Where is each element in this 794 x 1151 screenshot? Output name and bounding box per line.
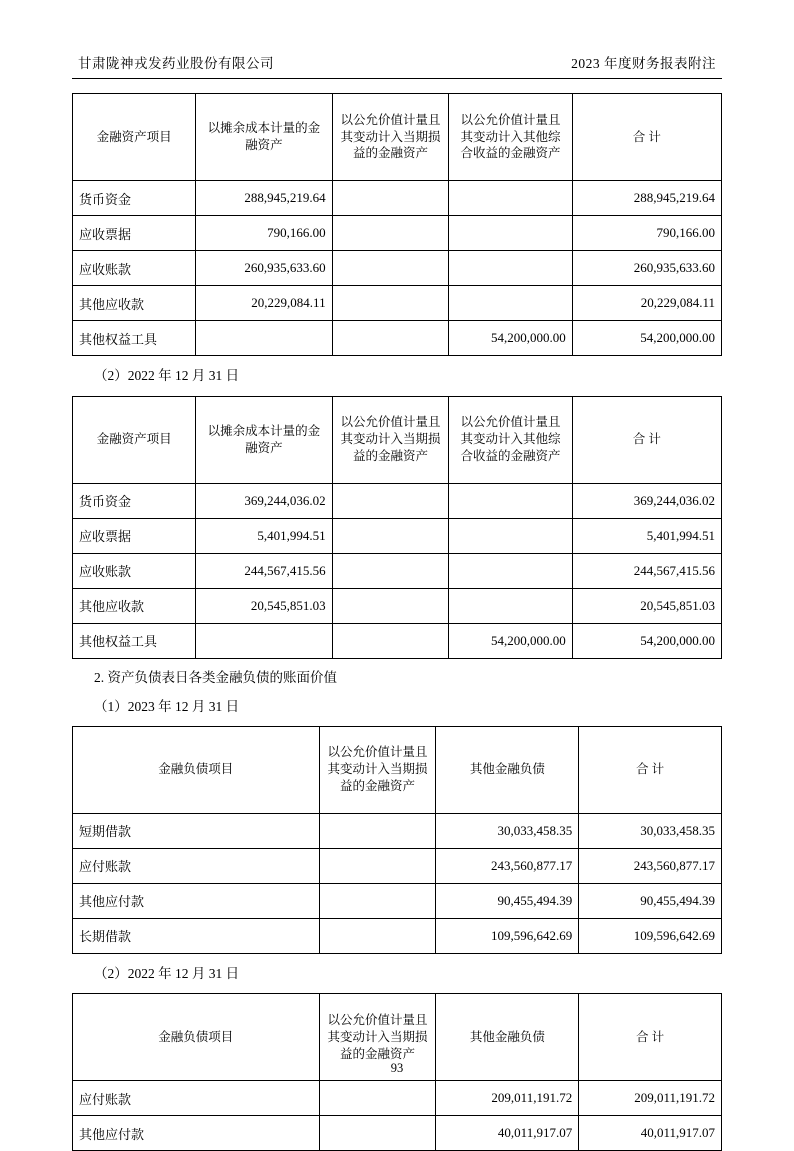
table-row [73,286,722,321]
header-cell-fvtpl: 以公允价值计量且其变动计入当期损益的金融资产 [332,94,449,181]
cell-fvtpl [319,813,436,848]
table-row [73,1116,722,1151]
cell-total: 40,011,917.07 [579,1116,722,1151]
cell-fvtpl [319,883,436,918]
cell-amortized-cost: 369,244,036.02 [196,483,332,518]
cell-fvoci [449,216,572,251]
cell-amortized-cost: 20,229,084.11 [196,286,332,321]
table-row [73,553,722,588]
header-cell-fvtpl: 以公允价值计量且其变动计入当期损益的金融资产 [319,726,436,813]
cell-item: 长期借款 [73,918,320,953]
header-cell-amortized-cost: 以摊余成本计量的金融资产 [196,396,332,483]
cell-total: 209,011,191.72 [579,1081,722,1116]
cell-fvtpl [332,483,449,518]
cell-item: 其他权益工具 [73,321,196,356]
cell-item: 其他应付款 [73,1116,320,1151]
cell-total: 790,166.00 [572,216,721,251]
table-header-row [73,726,722,813]
cell-amortized-cost: 288,945,219.64 [196,181,332,216]
cell-other: 40,011,917.07 [436,1116,579,1151]
cell-fvoci: 54,200,000.00 [449,321,572,356]
table-row [73,518,722,553]
table-row [73,848,722,883]
cell-fvtpl [332,518,449,553]
cell-fvoci [449,518,572,553]
cell-amortized-cost: 260,935,633.60 [196,251,332,286]
cell-total: 20,545,851.03 [572,588,721,623]
cell-amortized-cost [196,321,332,356]
cell-fvtpl [319,1116,436,1151]
cell-amortized-cost: 5,401,994.51 [196,518,332,553]
header-cell-other: 其他金融负债 [436,994,579,1081]
cell-fvoci: 54,200,000.00 [449,623,572,658]
header-cell-fvtpl: 以公允价值计量且其变动计入当期损益的金融资产 [319,994,436,1081]
header-cell-amortized-cost: 以摊余成本计量的金融资产 [196,94,332,181]
cell-item: 货币资金 [73,181,196,216]
cell-fvtpl [332,251,449,286]
header-cell-total: 合 计 [579,994,722,1081]
cell-item: 货币资金 [73,483,196,518]
page-header [72,52,722,72]
cell-item: 应收票据 [73,518,196,553]
header-cell-total: 合 计 [572,94,721,181]
header-cell-fvtpl: 以公允价值计量且其变动计入当期损益的金融资产 [332,396,449,483]
cell-amortized-cost: 790,166.00 [196,216,332,251]
cell-fvtpl [332,321,449,356]
cell-fvtpl [332,588,449,623]
cell-item: 应付账款 [73,1081,320,1116]
cell-other: 209,011,191.72 [436,1081,579,1116]
cell-fvtpl [332,181,449,216]
cell-fvtpl [332,216,449,251]
table-row [73,321,722,356]
cell-item: 应收账款 [73,251,196,286]
header-cell-other: 其他金融负债 [436,726,579,813]
cell-total: 5,401,994.51 [572,518,721,553]
cell-fvoci [449,553,572,588]
cell-fvoci [449,286,572,321]
section-title-financial-liabilities: 2. 资产负债表日各类金融负债的账面价值 [94,669,337,685]
cell-item: 短期借款 [73,813,320,848]
cell-other: 30,033,458.35 [436,813,579,848]
table-row [73,623,722,658]
caption-assets-2022: （2）2022 年 12 月 31 日 [94,368,240,383]
table-row [73,181,722,216]
header-cell-item: 金融负债项目 [73,726,320,813]
cell-item: 其他权益工具 [73,623,196,658]
cell-other: 90,455,494.39 [436,883,579,918]
cell-other: 243,560,877.17 [436,848,579,883]
cell-fvoci [449,251,572,286]
cell-total: 244,567,415.56 [572,553,721,588]
header-cell-item: 金融负债项目 [73,994,320,1081]
header-cell-item: 金融资产项目 [73,94,196,181]
cell-other: 109,596,642.69 [436,918,579,953]
cell-item: 其他应收款 [73,588,196,623]
table-row [73,588,722,623]
cell-total: 54,200,000.00 [572,623,721,658]
table-row [73,216,722,251]
cell-total: 54,200,000.00 [572,321,721,356]
financial-liabilities-2023-table [72,726,722,954]
table-row [73,918,722,953]
cell-total: 260,935,633.60 [572,251,721,286]
header-divider [72,78,722,79]
cell-fvtpl [319,918,436,953]
caption-liabilities-2022: （2）2022 年 12 月 31 日 [94,965,240,981]
cell-total: 109,596,642.69 [579,918,722,953]
cell-item: 其他应收款 [73,286,196,321]
header-cell-fvoci: 以公允价值计量且其变动计入其他综合收益的金融资产 [449,94,572,181]
table-row [73,251,722,286]
header-cell-fvoci: 以公允价值计量且其变动计入其他综合收益的金融资产 [449,396,572,483]
cell-total: 243,560,877.17 [579,848,722,883]
table-row [73,883,722,918]
cell-item: 应收票据 [73,216,196,251]
cell-fvtpl [332,623,449,658]
cell-item: 应收账款 [73,553,196,588]
caption-liabilities-2023: （1）2023 年 12 月 31 日 [94,699,240,715]
cell-fvoci [449,588,572,623]
cell-item: 应付账款 [73,848,320,883]
cell-amortized-cost: 244,567,415.56 [196,553,332,588]
header-cell-total: 合 计 [572,396,721,483]
cell-amortized-cost [196,623,332,658]
financial-assets-2022-table [72,396,722,659]
cell-total: 20,229,084.11 [572,286,721,321]
financial-assets-2023-table [72,93,722,356]
cell-item: 其他应付款 [73,883,320,918]
cell-total: 288,945,219.64 [572,181,721,216]
table-row [73,483,722,518]
table-header-row [73,396,722,483]
header-company-name: 甘肃陇神戎发药业股份有限公司 [78,56,274,71]
page-number: 93 [390,1061,404,1075]
cell-amortized-cost: 20,545,851.03 [196,588,332,623]
table-header-row [73,94,722,181]
table-row [73,1081,722,1116]
cell-fvoci [449,181,572,216]
cell-total: 30,033,458.35 [579,813,722,848]
cell-fvtpl [319,848,436,883]
header-cell-total: 合 计 [579,726,722,813]
table-row [73,813,722,848]
cell-fvtpl [332,286,449,321]
cell-total: 90,455,494.39 [579,883,722,918]
header-cell-item: 金融资产项目 [73,396,196,483]
cell-fvoci [449,483,572,518]
cell-fvtpl [319,1081,436,1116]
cell-total: 369,244,036.02 [572,483,721,518]
cell-fvtpl [332,553,449,588]
header-document-title: 2023 年度财务报表附注 [571,56,716,71]
